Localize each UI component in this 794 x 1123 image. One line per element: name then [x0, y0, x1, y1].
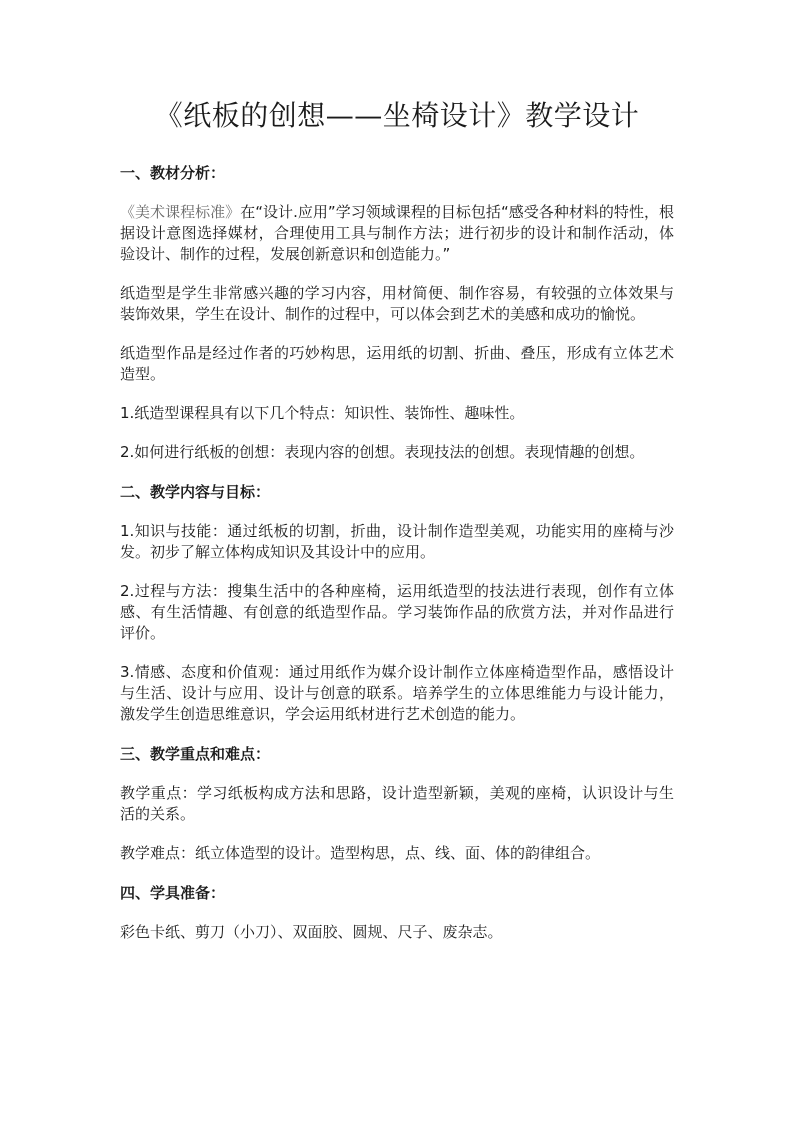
paragraph: 2.过程与方法：搜集生活中的各种座椅，运用纸造型的技法进行表现，创作有立体感、有生活情趣、有创意的纸造型作品。学习装饰作品的欣赏方法，并对作品进行评价。	[120, 582, 674, 642]
paragraph: 彩色卡纸、剪刀（小刀）、双面胶、圆规、尺子、废杂志。	[120, 923, 503, 941]
paragraph: 教学难点：纸立体造型的设计。造型构思，点、线、面、体的韵律组合。	[120, 844, 601, 862]
section-heading: 一、教材分析：	[120, 164, 226, 182]
section-material-analysis	[120, 162, 674, 463]
section-key-points	[120, 743, 674, 864]
section-materials	[120, 882, 674, 943]
paragraph: 2.如何进行纸板的创想：表现内容的创想。表现技法的创想。表现情趣的创想。	[120, 443, 645, 461]
section-heading: 三、教学重点和难点：	[120, 745, 271, 763]
paragraph: 3.情感、态度和价值观：通过用纸作为媒介设计制作立体座椅造型作品，感悟设计与生活、设计与应用、设计与创意的联系。培养学生的立体思维能力与设计能力，激发学生创造思维意识，学会运用纸材进行艺术创造的能力。	[120, 663, 674, 723]
paragraph	[120, 202, 674, 265]
section-heading: 二、教学内容与目标：	[120, 483, 271, 501]
section-content-and-goals	[120, 481, 674, 725]
paragraph-text: 在“设计.应用”学习领域课程的目标包括“感受各种材料的特性，根据设计意图选择媒材，合理使用工具与制作方法；进行初步的设计和制作活动，体验设计、制作的过程，发展创新意识和创造能力。”	[120, 203, 674, 263]
paragraph: 纸造型作品是经过作者的巧妙构思，运用纸的切割、折曲、叠压，形成有立体艺术造型。	[120, 344, 674, 383]
paragraph: 1.知识与技能：通过纸板的切割，折曲，设计制作造型美观，功能实用的座椅与沙发。初步了解立体构成知识及其设计中的应用。	[120, 522, 674, 561]
standard-reference: 《美术课程标准》	[120, 203, 241, 221]
paragraph: 教学重点：学习纸板构成方法和思路，设计造型新颖，美观的座椅，认识设计与生活的关系。	[120, 784, 674, 823]
paragraph: 纸造型是学生非常感兴趣的学习内容，用材简便、制作容易，有较强的立体效果与装饰效果，学生在设计、制作的过程中，可以体会到艺术的美感和成功的愉悦。	[120, 284, 674, 323]
section-heading: 四、学具准备：	[120, 884, 226, 902]
document-title: 《纸板的创想——坐椅设计》教学设计	[154, 99, 640, 132]
paragraph: 1.纸造型课程具有以下几个特点：知识性、装饰性、趣味性。	[120, 404, 525, 422]
